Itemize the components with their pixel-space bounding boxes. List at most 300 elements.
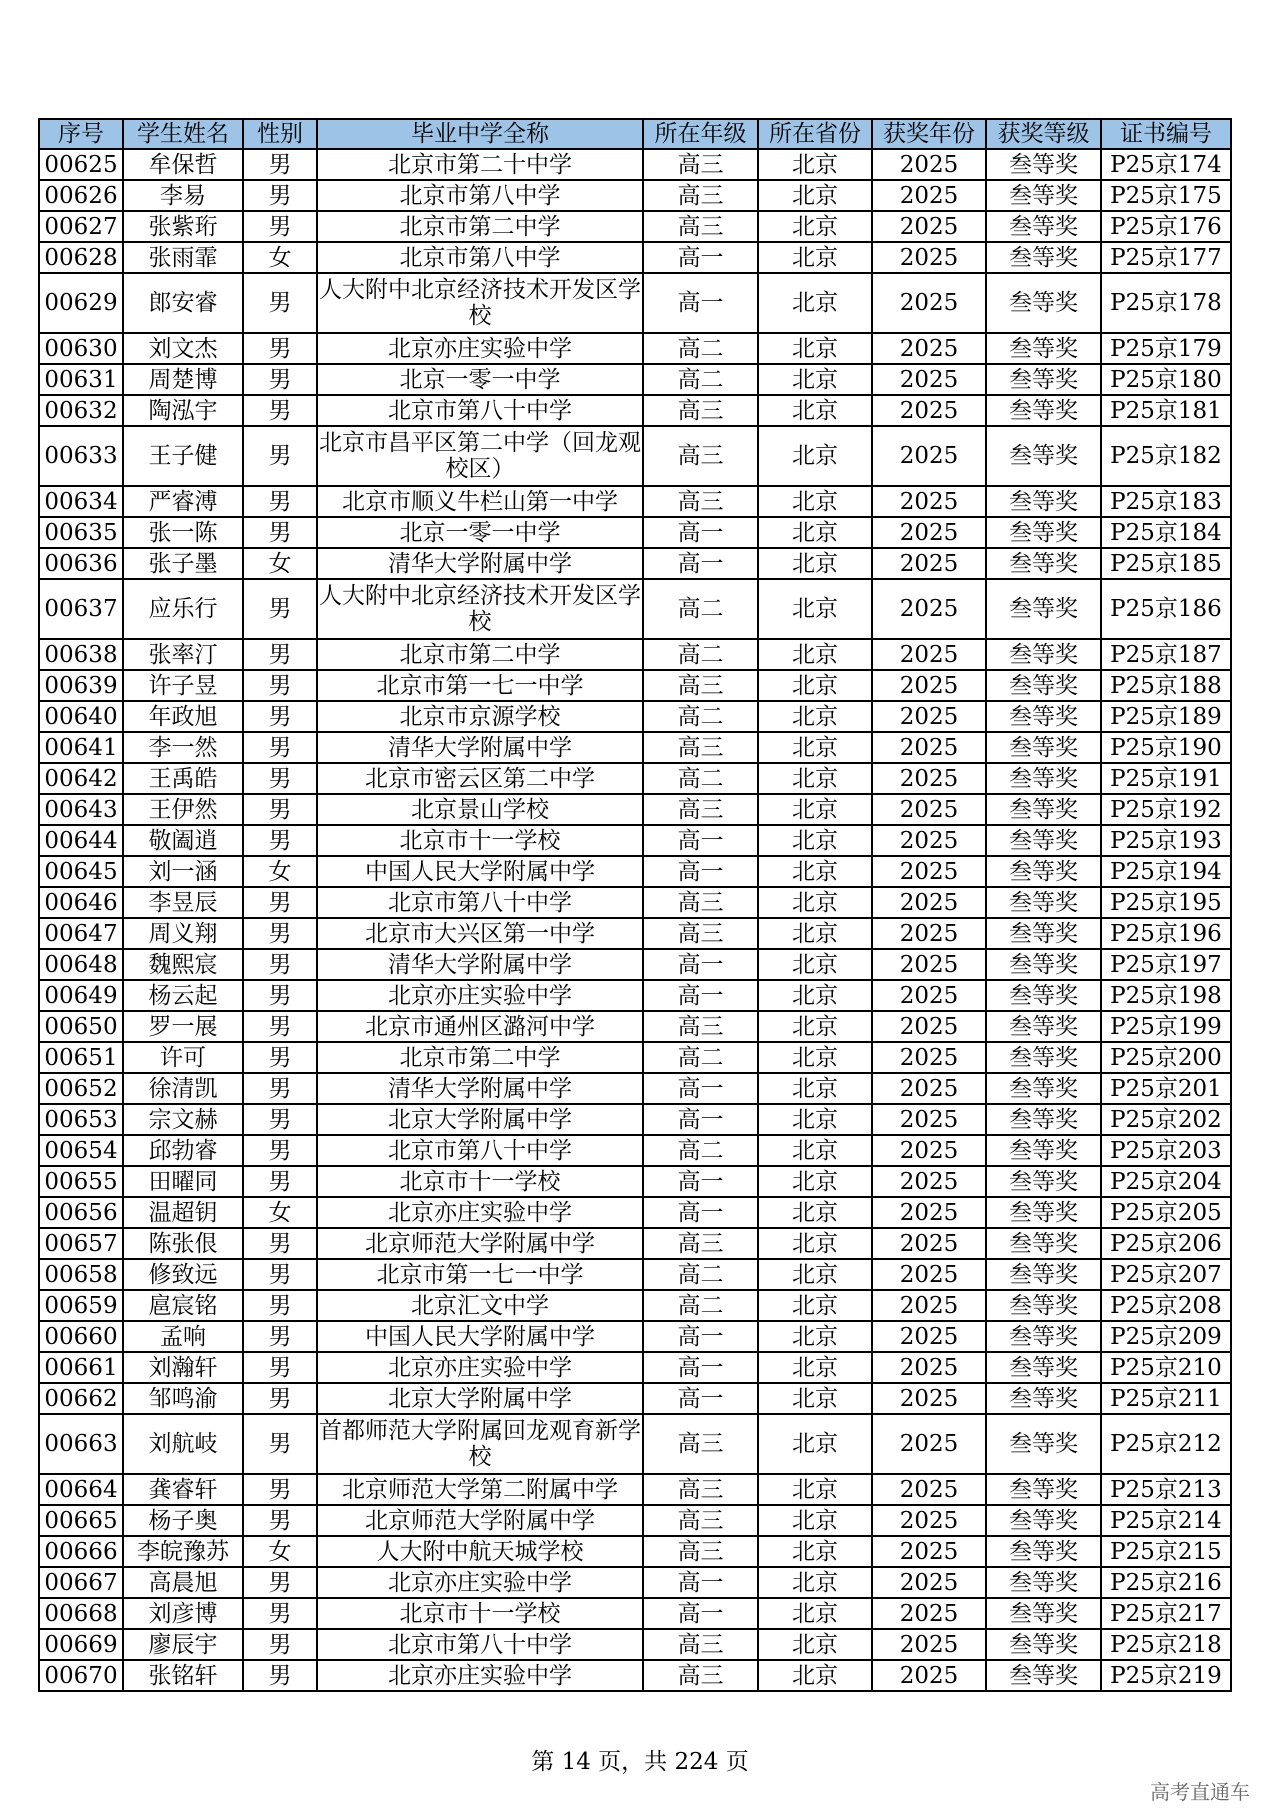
cell-serial: 00661 bbox=[39, 1352, 123, 1383]
cell-province: 北京 bbox=[758, 1104, 872, 1135]
cell-year: 2025 bbox=[872, 273, 986, 333]
table-row bbox=[39, 794, 1231, 825]
cell-name: 郎安睿 bbox=[123, 273, 243, 333]
cell-year: 2025 bbox=[872, 732, 986, 763]
cell-year: 2025 bbox=[872, 1290, 986, 1321]
cell-award-level: 叁等奖 bbox=[986, 1290, 1101, 1321]
table-row bbox=[39, 579, 1231, 639]
cell-certificate: P25京180 bbox=[1101, 364, 1231, 395]
table-row bbox=[39, 486, 1231, 517]
cell-grade: 高二 bbox=[643, 1290, 758, 1321]
cell-certificate: P25京179 bbox=[1101, 333, 1231, 364]
cell-serial: 00628 bbox=[39, 242, 123, 273]
cell-certificate: P25京210 bbox=[1101, 1352, 1231, 1383]
cell-gender: 男 bbox=[243, 180, 317, 211]
cell-year: 2025 bbox=[872, 794, 986, 825]
cell-name: 敬阖逍 bbox=[123, 825, 243, 856]
cell-name: 修致远 bbox=[123, 1259, 243, 1290]
cell-award-level: 叁等奖 bbox=[986, 579, 1101, 639]
cell-certificate: P25京205 bbox=[1101, 1197, 1231, 1228]
cell-gender: 男 bbox=[243, 670, 317, 701]
cell-name: 张铭轩 bbox=[123, 1660, 243, 1691]
cell-school: 北京一零一中学 bbox=[317, 517, 643, 548]
cell-serial: 00636 bbox=[39, 548, 123, 579]
cell-serial: 00637 bbox=[39, 579, 123, 639]
table-row bbox=[39, 949, 1231, 980]
cell-year: 2025 bbox=[872, 1321, 986, 1352]
cell-gender: 男 bbox=[243, 1259, 317, 1290]
cell-grade: 高二 bbox=[643, 364, 758, 395]
cell-gender: 男 bbox=[243, 1135, 317, 1166]
cell-name: 刘瀚轩 bbox=[123, 1352, 243, 1383]
cell-grade: 高三 bbox=[643, 1629, 758, 1660]
cell-year: 2025 bbox=[872, 180, 986, 211]
cell-gender: 男 bbox=[243, 1598, 317, 1629]
cell-year: 2025 bbox=[872, 763, 986, 794]
cell-serial: 00634 bbox=[39, 486, 123, 517]
cell-award-level: 叁等奖 bbox=[986, 149, 1101, 180]
cell-certificate: P25京216 bbox=[1101, 1567, 1231, 1598]
cell-year: 2025 bbox=[872, 517, 986, 548]
cell-award-level: 叁等奖 bbox=[986, 1073, 1101, 1104]
cell-award-level: 叁等奖 bbox=[986, 486, 1101, 517]
table-row bbox=[39, 395, 1231, 426]
cell-grade: 高三 bbox=[643, 794, 758, 825]
cell-school: 清华大学附属中学 bbox=[317, 732, 643, 763]
cell-province: 北京 bbox=[758, 980, 872, 1011]
cell-name: 罗一展 bbox=[123, 1011, 243, 1042]
cell-grade: 高二 bbox=[643, 701, 758, 732]
cell-grade: 高二 bbox=[643, 1259, 758, 1290]
cell-year: 2025 bbox=[872, 364, 986, 395]
cell-gender: 男 bbox=[243, 980, 317, 1011]
cell-serial: 00668 bbox=[39, 1598, 123, 1629]
cell-gender: 男 bbox=[243, 1383, 317, 1414]
cell-gender: 男 bbox=[243, 732, 317, 763]
cell-province: 北京 bbox=[758, 1474, 872, 1505]
cell-school: 北京市第二中学 bbox=[317, 1042, 643, 1073]
cell-grade: 高一 bbox=[643, 1197, 758, 1228]
header-gender: 性别 bbox=[243, 119, 317, 149]
table-row bbox=[39, 825, 1231, 856]
cell-gender: 女 bbox=[243, 548, 317, 579]
cell-school: 北京一零一中学 bbox=[317, 364, 643, 395]
cell-year: 2025 bbox=[872, 1166, 986, 1197]
cell-gender: 女 bbox=[243, 1536, 317, 1567]
cell-serial: 00659 bbox=[39, 1290, 123, 1321]
cell-certificate: P25京174 bbox=[1101, 149, 1231, 180]
cell-gender: 男 bbox=[243, 1073, 317, 1104]
cell-grade: 高二 bbox=[643, 639, 758, 670]
cell-gender: 男 bbox=[243, 1505, 317, 1536]
cell-name: 张率汀 bbox=[123, 639, 243, 670]
cell-certificate: P25京204 bbox=[1101, 1166, 1231, 1197]
cell-gender: 男 bbox=[243, 486, 317, 517]
cell-award-level: 叁等奖 bbox=[986, 426, 1101, 486]
cell-gender: 男 bbox=[243, 211, 317, 242]
cell-certificate: P25京197 bbox=[1101, 949, 1231, 980]
cell-award-level: 叁等奖 bbox=[986, 1135, 1101, 1166]
cell-year: 2025 bbox=[872, 1011, 986, 1042]
table-row bbox=[39, 1660, 1231, 1691]
cell-certificate: P25京203 bbox=[1101, 1135, 1231, 1166]
cell-certificate: P25京198 bbox=[1101, 980, 1231, 1011]
cell-award-level: 叁等奖 bbox=[986, 763, 1101, 794]
cell-school: 北京市第二中学 bbox=[317, 211, 643, 242]
cell-grade: 高三 bbox=[643, 1414, 758, 1474]
cell-grade: 高三 bbox=[643, 1228, 758, 1259]
cell-year: 2025 bbox=[872, 579, 986, 639]
cell-serial: 00655 bbox=[39, 1166, 123, 1197]
cell-province: 北京 bbox=[758, 1567, 872, 1598]
cell-grade: 高二 bbox=[643, 1042, 758, 1073]
cell-school: 北京亦庄实验中学 bbox=[317, 1352, 643, 1383]
cell-grade: 高二 bbox=[643, 333, 758, 364]
cell-award-level: 叁等奖 bbox=[986, 548, 1101, 579]
cell-serial: 00626 bbox=[39, 180, 123, 211]
cell-certificate: P25京189 bbox=[1101, 701, 1231, 732]
table-row bbox=[39, 1352, 1231, 1383]
cell-name: 邹鸣渝 bbox=[123, 1383, 243, 1414]
cell-serial: 00658 bbox=[39, 1259, 123, 1290]
cell-name: 刘彦博 bbox=[123, 1598, 243, 1629]
cell-gender: 男 bbox=[243, 887, 317, 918]
cell-name: 牟保哲 bbox=[123, 149, 243, 180]
cell-school: 北京市第一七一中学 bbox=[317, 1259, 643, 1290]
cell-year: 2025 bbox=[872, 670, 986, 701]
cell-gender: 男 bbox=[243, 918, 317, 949]
cell-certificate: P25京186 bbox=[1101, 579, 1231, 639]
table-row bbox=[39, 548, 1231, 579]
table-row bbox=[39, 980, 1231, 1011]
cell-grade: 高一 bbox=[643, 1073, 758, 1104]
cell-grade: 高三 bbox=[643, 1660, 758, 1691]
cell-year: 2025 bbox=[872, 918, 986, 949]
table-row bbox=[39, 1383, 1231, 1414]
cell-year: 2025 bbox=[872, 548, 986, 579]
cell-award-level: 叁等奖 bbox=[986, 1011, 1101, 1042]
cell-grade: 高一 bbox=[643, 1352, 758, 1383]
cell-gender: 男 bbox=[243, 517, 317, 548]
cell-name: 邱勃睿 bbox=[123, 1135, 243, 1166]
cell-award-level: 叁等奖 bbox=[986, 1505, 1101, 1536]
cell-school: 首都师范大学附属回龙观育新学校 bbox=[317, 1414, 643, 1474]
cell-province: 北京 bbox=[758, 1505, 872, 1536]
cell-gender: 男 bbox=[243, 273, 317, 333]
cell-year: 2025 bbox=[872, 1197, 986, 1228]
cell-grade: 高三 bbox=[643, 149, 758, 180]
table-body bbox=[39, 149, 1231, 1691]
cell-certificate: P25京195 bbox=[1101, 887, 1231, 918]
cell-grade: 高三 bbox=[643, 887, 758, 918]
table-row bbox=[39, 1290, 1231, 1321]
cell-province: 北京 bbox=[758, 639, 872, 670]
cell-school: 清华大学附属中学 bbox=[317, 1073, 643, 1104]
cell-award-level: 叁等奖 bbox=[986, 732, 1101, 763]
cell-name: 许可 bbox=[123, 1042, 243, 1073]
cell-certificate: P25京207 bbox=[1101, 1259, 1231, 1290]
cell-school: 北京市十一学校 bbox=[317, 1166, 643, 1197]
cell-name: 王子健 bbox=[123, 426, 243, 486]
cell-award-level: 叁等奖 bbox=[986, 333, 1101, 364]
table-row bbox=[39, 1228, 1231, 1259]
table-row bbox=[39, 180, 1231, 211]
cell-serial: 00670 bbox=[39, 1660, 123, 1691]
cell-province: 北京 bbox=[758, 273, 872, 333]
cell-province: 北京 bbox=[758, 1135, 872, 1166]
cell-award-level: 叁等奖 bbox=[986, 1197, 1101, 1228]
cell-school: 北京亦庄实验中学 bbox=[317, 1197, 643, 1228]
cell-gender: 男 bbox=[243, 1011, 317, 1042]
cell-province: 北京 bbox=[758, 517, 872, 548]
cell-serial: 00627 bbox=[39, 211, 123, 242]
table-row bbox=[39, 1536, 1231, 1567]
cell-serial: 00669 bbox=[39, 1629, 123, 1660]
table-row bbox=[39, 1135, 1231, 1166]
cell-province: 北京 bbox=[758, 1383, 872, 1414]
cell-serial: 00631 bbox=[39, 364, 123, 395]
cell-certificate: P25京178 bbox=[1101, 273, 1231, 333]
cell-grade: 高三 bbox=[643, 918, 758, 949]
cell-certificate: P25京190 bbox=[1101, 732, 1231, 763]
cell-province: 北京 bbox=[758, 670, 872, 701]
cell-award-level: 叁等奖 bbox=[986, 980, 1101, 1011]
cell-certificate: P25京193 bbox=[1101, 825, 1231, 856]
header-award-level: 获奖等级 bbox=[986, 119, 1101, 149]
cell-name: 宗文赫 bbox=[123, 1104, 243, 1135]
cell-gender: 男 bbox=[243, 701, 317, 732]
cell-award-level: 叁等奖 bbox=[986, 825, 1101, 856]
cell-gender: 男 bbox=[243, 825, 317, 856]
cell-name: 张雨霏 bbox=[123, 242, 243, 273]
cell-grade: 高二 bbox=[643, 579, 758, 639]
cell-certificate: P25京217 bbox=[1101, 1598, 1231, 1629]
cell-gender: 男 bbox=[243, 426, 317, 486]
cell-school: 人大附中北京经济技术开发区学校 bbox=[317, 579, 643, 639]
cell-grade: 高一 bbox=[643, 856, 758, 887]
cell-award-level: 叁等奖 bbox=[986, 517, 1101, 548]
cell-gender: 男 bbox=[243, 949, 317, 980]
cell-certificate: P25京183 bbox=[1101, 486, 1231, 517]
cell-province: 北京 bbox=[758, 825, 872, 856]
cell-school: 北京市通州区潞河中学 bbox=[317, 1011, 643, 1042]
cell-award-level: 叁等奖 bbox=[986, 1321, 1101, 1352]
cell-name: 陈张佷 bbox=[123, 1228, 243, 1259]
cell-year: 2025 bbox=[872, 1567, 986, 1598]
cell-gender: 男 bbox=[243, 763, 317, 794]
cell-province: 北京 bbox=[758, 1598, 872, 1629]
cell-award-level: 叁等奖 bbox=[986, 639, 1101, 670]
header-school: 毕业中学全称 bbox=[317, 119, 643, 149]
cell-grade: 高三 bbox=[643, 395, 758, 426]
table-row bbox=[39, 1505, 1231, 1536]
cell-gender: 男 bbox=[243, 1321, 317, 1352]
cell-name: 高晨旭 bbox=[123, 1567, 243, 1598]
header-certificate: 证书编号 bbox=[1101, 119, 1231, 149]
cell-school: 北京市顺义牛栏山第一中学 bbox=[317, 486, 643, 517]
table-row bbox=[39, 333, 1231, 364]
cell-serial: 00635 bbox=[39, 517, 123, 548]
cell-province: 北京 bbox=[758, 1536, 872, 1567]
cell-gender: 男 bbox=[243, 1567, 317, 1598]
header-grade: 所在年级 bbox=[643, 119, 758, 149]
cell-name: 徐清凯 bbox=[123, 1073, 243, 1104]
cell-name: 年政旭 bbox=[123, 701, 243, 732]
cell-school: 北京亦庄实验中学 bbox=[317, 333, 643, 364]
cell-grade: 高三 bbox=[643, 1011, 758, 1042]
cell-school: 北京市密云区第二中学 bbox=[317, 763, 643, 794]
cell-school: 北京师范大学附属中学 bbox=[317, 1228, 643, 1259]
header-name: 学生姓名 bbox=[123, 119, 243, 149]
cell-grade: 高一 bbox=[643, 949, 758, 980]
cell-school: 清华大学附属中学 bbox=[317, 548, 643, 579]
cell-award-level: 叁等奖 bbox=[986, 1598, 1101, 1629]
cell-year: 2025 bbox=[872, 333, 986, 364]
table-row bbox=[39, 1166, 1231, 1197]
cell-certificate: P25京218 bbox=[1101, 1629, 1231, 1660]
cell-name: 田曜同 bbox=[123, 1166, 243, 1197]
cell-award-level: 叁等奖 bbox=[986, 1629, 1101, 1660]
cell-province: 北京 bbox=[758, 579, 872, 639]
cell-province: 北京 bbox=[758, 1660, 872, 1691]
cell-year: 2025 bbox=[872, 1414, 986, 1474]
cell-gender: 男 bbox=[243, 794, 317, 825]
cell-name: 王伊然 bbox=[123, 794, 243, 825]
cell-province: 北京 bbox=[758, 1228, 872, 1259]
cell-award-level: 叁等奖 bbox=[986, 1474, 1101, 1505]
cell-name: 刘文杰 bbox=[123, 333, 243, 364]
cell-serial: 00629 bbox=[39, 273, 123, 333]
table-row bbox=[39, 1104, 1231, 1135]
cell-serial: 00641 bbox=[39, 732, 123, 763]
cell-school: 北京市第八十中学 bbox=[317, 395, 643, 426]
cell-serial: 00666 bbox=[39, 1536, 123, 1567]
table-row bbox=[39, 426, 1231, 486]
cell-grade: 高三 bbox=[643, 486, 758, 517]
table-row bbox=[39, 273, 1231, 333]
cell-province: 北京 bbox=[758, 1290, 872, 1321]
cell-certificate: P25京201 bbox=[1101, 1073, 1231, 1104]
cell-province: 北京 bbox=[758, 486, 872, 517]
cell-year: 2025 bbox=[872, 639, 986, 670]
cell-gender: 女 bbox=[243, 856, 317, 887]
cell-award-level: 叁等奖 bbox=[986, 1567, 1101, 1598]
cell-year: 2025 bbox=[872, 1135, 986, 1166]
cell-serial: 00656 bbox=[39, 1197, 123, 1228]
table-row bbox=[39, 639, 1231, 670]
cell-certificate: P25京219 bbox=[1101, 1660, 1231, 1691]
cell-certificate: P25京191 bbox=[1101, 763, 1231, 794]
cell-serial: 00649 bbox=[39, 980, 123, 1011]
cell-grade: 高三 bbox=[643, 180, 758, 211]
cell-certificate: P25京188 bbox=[1101, 670, 1231, 701]
cell-province: 北京 bbox=[758, 1011, 872, 1042]
cell-year: 2025 bbox=[872, 1383, 986, 1414]
cell-certificate: P25京200 bbox=[1101, 1042, 1231, 1073]
cell-year: 2025 bbox=[872, 980, 986, 1011]
cell-serial: 00652 bbox=[39, 1073, 123, 1104]
cell-year: 2025 bbox=[872, 149, 986, 180]
table-row bbox=[39, 242, 1231, 273]
cell-serial: 00651 bbox=[39, 1042, 123, 1073]
cell-award-level: 叁等奖 bbox=[986, 856, 1101, 887]
cell-serial: 00664 bbox=[39, 1474, 123, 1505]
cell-school: 北京大学附属中学 bbox=[317, 1383, 643, 1414]
cell-grade: 高三 bbox=[643, 426, 758, 486]
cell-school: 北京市第八中学 bbox=[317, 242, 643, 273]
cell-gender: 男 bbox=[243, 579, 317, 639]
cell-award-level: 叁等奖 bbox=[986, 242, 1101, 273]
cell-year: 2025 bbox=[872, 242, 986, 273]
cell-school: 北京市昌平区第二中学（回龙观校区） bbox=[317, 426, 643, 486]
cell-province: 北京 bbox=[758, 211, 872, 242]
cell-year: 2025 bbox=[872, 1660, 986, 1691]
cell-grade: 高三 bbox=[643, 1536, 758, 1567]
cell-year: 2025 bbox=[872, 1474, 986, 1505]
table-row bbox=[39, 1073, 1231, 1104]
cell-name: 龚睿轩 bbox=[123, 1474, 243, 1505]
cell-certificate: P25京208 bbox=[1101, 1290, 1231, 1321]
cell-school: 北京市第八中学 bbox=[317, 180, 643, 211]
cell-award-level: 叁等奖 bbox=[986, 1228, 1101, 1259]
cell-school: 北京市第八十中学 bbox=[317, 1629, 643, 1660]
cell-province: 北京 bbox=[758, 1197, 872, 1228]
cell-grade: 高三 bbox=[643, 1505, 758, 1536]
award-table bbox=[38, 118, 1232, 1692]
cell-province: 北京 bbox=[758, 918, 872, 949]
cell-name: 李易 bbox=[123, 180, 243, 211]
cell-serial: 00648 bbox=[39, 949, 123, 980]
cell-certificate: P25京199 bbox=[1101, 1011, 1231, 1042]
cell-name: 李皖豫苏 bbox=[123, 1536, 243, 1567]
cell-certificate: P25京192 bbox=[1101, 794, 1231, 825]
cell-year: 2025 bbox=[872, 856, 986, 887]
cell-year: 2025 bbox=[872, 1536, 986, 1567]
cell-province: 北京 bbox=[758, 242, 872, 273]
cell-certificate: P25京202 bbox=[1101, 1104, 1231, 1135]
cell-gender: 女 bbox=[243, 242, 317, 273]
cell-school: 北京汇文中学 bbox=[317, 1290, 643, 1321]
cell-gender: 男 bbox=[243, 1042, 317, 1073]
cell-serial: 00644 bbox=[39, 825, 123, 856]
cell-serial: 00650 bbox=[39, 1011, 123, 1042]
cell-grade: 高一 bbox=[643, 273, 758, 333]
cell-school: 北京市第二中学 bbox=[317, 639, 643, 670]
cell-name: 严睿溥 bbox=[123, 486, 243, 517]
cell-year: 2025 bbox=[872, 701, 986, 732]
cell-province: 北京 bbox=[758, 949, 872, 980]
cell-award-level: 叁等奖 bbox=[986, 1536, 1101, 1567]
cell-school: 北京大学附属中学 bbox=[317, 1104, 643, 1135]
cell-serial: 00660 bbox=[39, 1321, 123, 1352]
table-row bbox=[39, 1197, 1231, 1228]
cell-serial: 00667 bbox=[39, 1567, 123, 1598]
cell-province: 北京 bbox=[758, 395, 872, 426]
table-header-row bbox=[39, 119, 1231, 149]
cell-name: 杨子奥 bbox=[123, 1505, 243, 1536]
cell-gender: 男 bbox=[243, 1629, 317, 1660]
cell-province: 北京 bbox=[758, 856, 872, 887]
cell-school: 北京市大兴区第一中学 bbox=[317, 918, 643, 949]
cell-serial: 00663 bbox=[39, 1414, 123, 1474]
cell-name: 张紫珩 bbox=[123, 211, 243, 242]
cell-year: 2025 bbox=[872, 825, 986, 856]
cell-certificate: P25京176 bbox=[1101, 211, 1231, 242]
cell-school: 中国人民大学附属中学 bbox=[317, 1321, 643, 1352]
cell-certificate: P25京213 bbox=[1101, 1474, 1231, 1505]
cell-gender: 男 bbox=[243, 333, 317, 364]
cell-award-level: 叁等奖 bbox=[986, 918, 1101, 949]
